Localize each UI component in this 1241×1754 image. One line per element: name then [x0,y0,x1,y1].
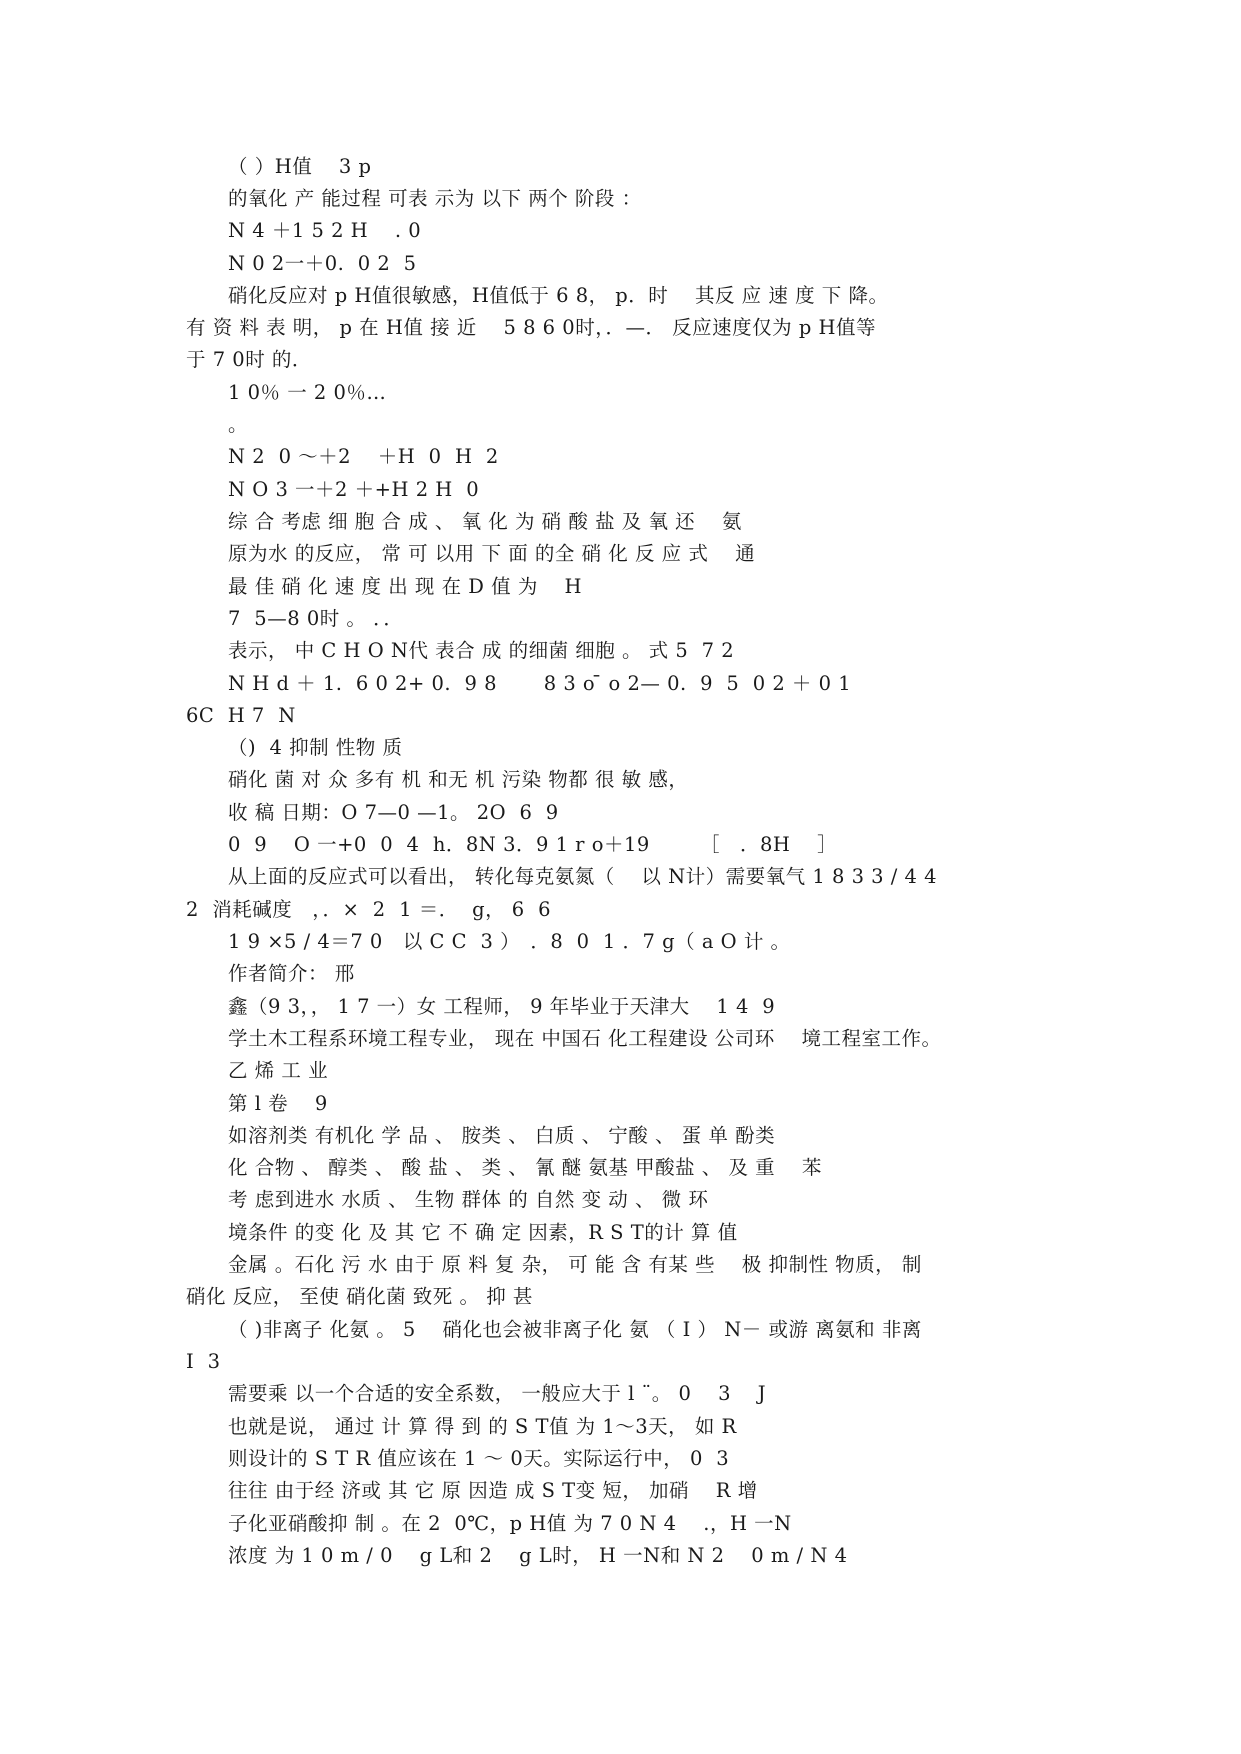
text-line: 境条件 的变 化 及 其 它 不 确 定 因素，R S T的计 算 值 [228,1221,738,1244]
text-line: 收 稿 日期：O 7—0 —1。 2O 6 9 [228,801,559,824]
text-line: 表示， 中 C H O N代 表合 成 的细菌 细胞 。 式 5 7 2 [228,639,735,662]
text-line: I 3 [186,1350,221,1373]
text-line: 第 l 卷 9 [228,1092,328,1115]
text-line: 则设计的 S T R 值应该在 1 ～ 0天。实际运行中， 0 3 [228,1447,730,1470]
text-line: N 0 2一＋0. 0 2 5 [228,252,417,275]
text-line: 7 5—8 0时 。 ．． [228,607,404,630]
text-line: N 4 ＋1 5 2 H . 0 [228,219,422,242]
text-line: 鑫（9 3，， 1 7 一）女 工程师， 9 年毕业于天津大 1 4 9 [228,995,776,1018]
text-line: 的氧化 产 能过程 可表 示为 以下 两个 阶段 ： [228,187,642,210]
text-line: 考 虑到进水 水质 、 生物 群体 的 自然 变 动 、 微 环 [228,1188,709,1211]
text-line: 也就是说， 通过 计 算 得 到 的 S T值 为 1～3天， 如 R [228,1415,737,1438]
text-line: 从上面的反应式可以看出， 转化每克氨氮（ 以 N计）需要氧气 1 8 3 3 / 4 4 [228,865,938,888]
text-line: 如溶剂类 有机化 学 品 、 胺类 、 白质 、 宁酸 、 蛋 单 酚类 [228,1124,776,1147]
text-line: N O 3 一＋2 ＋+H 2 H 0 [228,478,480,501]
text-line: 原为水 的反应， 常 可 以用 下 面 的全 硝 化 反 应 式 通 [228,542,756,565]
text-line: 子化亚硝酸抑 制 。在 2 0℃，p H值 为 7 0 N 4 .，H 一N [228,1512,792,1535]
text-line: 0 9 O 一+0 0 4 h．8N 3．9 1 r o＋19 ［ ．8H ］ [228,833,838,856]
text-line: （ )非离子 化氨 。 5 硝化也会被非离子化 氨 （ I ） N－ 或游 离氨和 非离 [228,1318,922,1341]
text-line: 学土木工程系环境工程专业， 现在 中国石 化工程建设 公司环 境工程室工作。 [228,1027,942,1050]
text-line: 硝化 菌 对 众 多有 机 和无 机 污染 物都 很 敏 感， [228,768,689,791]
text-line: N H d ＋ 1. 6 0 2+ 0. 9 8 8 3 o ̄ o 2— 0. 9 5 0 2 ＋ 0 1 [228,672,852,695]
text-line: 最 佳 硝 化 速 度 出 现 在 D 值 为 H [228,575,583,598]
text-line: 于 7 0时 的． [186,348,312,371]
text-line: 硝化反应对 p H值很敏感，H值低于 6 8， p．时 其反 应 速 度 下 降。 [228,284,889,307]
text-line: 有 资 料 表 明， p 在 H值 接 近 5 8 6 0时，．—． 反应速度仅为 p H值等 [186,316,877,339]
text-line: 乙 烯 工 业 [228,1059,329,1082]
text-line: 2 消耗碱度 ，．× 2 1 ＝． g， 6 6 [186,898,551,921]
text-line: 硝化 反应， 至使 硝化菌 致死 。 抑 甚 [186,1285,533,1308]
text-line: 。 [228,413,249,436]
text-line: 1 9 ×5 / 4＝7 0 以 C C 3 ） ．8 0 1 ．7 g（ a O 计 。 [228,930,791,953]
text-line: 综 合 考虑 细 胞 合 成 、 氧 化 为 硝 酸 盐 及 氧 还 氨 [228,510,742,533]
text-line: 浓度 为 1 0 m / 0 g L和 2 g L时， H 一N和 N 2 0 m / N 4 [228,1544,848,1567]
text-line: 往往 由于经 济或 其 它 原 因造 成 S T变 短， 加硝 R 增 [228,1479,758,1502]
text-line: 金属 。石化 污 水 由于 原 料 复 杂， 可 能 含 有某 些 极 抑制性 物质， 制 [228,1253,922,1276]
text-line: 需要乘 以一个合适的安全系数， 一般应大于 l ¨。 0 3 J [228,1382,767,1405]
text-line: 化 合物 、 醇类 、 酸 盐 、 类 、 氰 醚 氨基 甲酸盐 、 及 重 苯 [228,1156,822,1179]
text-line: （) 4 抑制 性物 质 [228,736,403,759]
text-line: 作者简介： 邢 [228,962,355,985]
text-line: 1 0％ 一 2 0％… [228,381,387,404]
text-line: （ ）H值 3 p [228,155,372,178]
text-line: 6C H 7 N [186,704,296,727]
text-line: N 2 0 ～＋2 ＋H 0 H 2 [228,445,499,468]
